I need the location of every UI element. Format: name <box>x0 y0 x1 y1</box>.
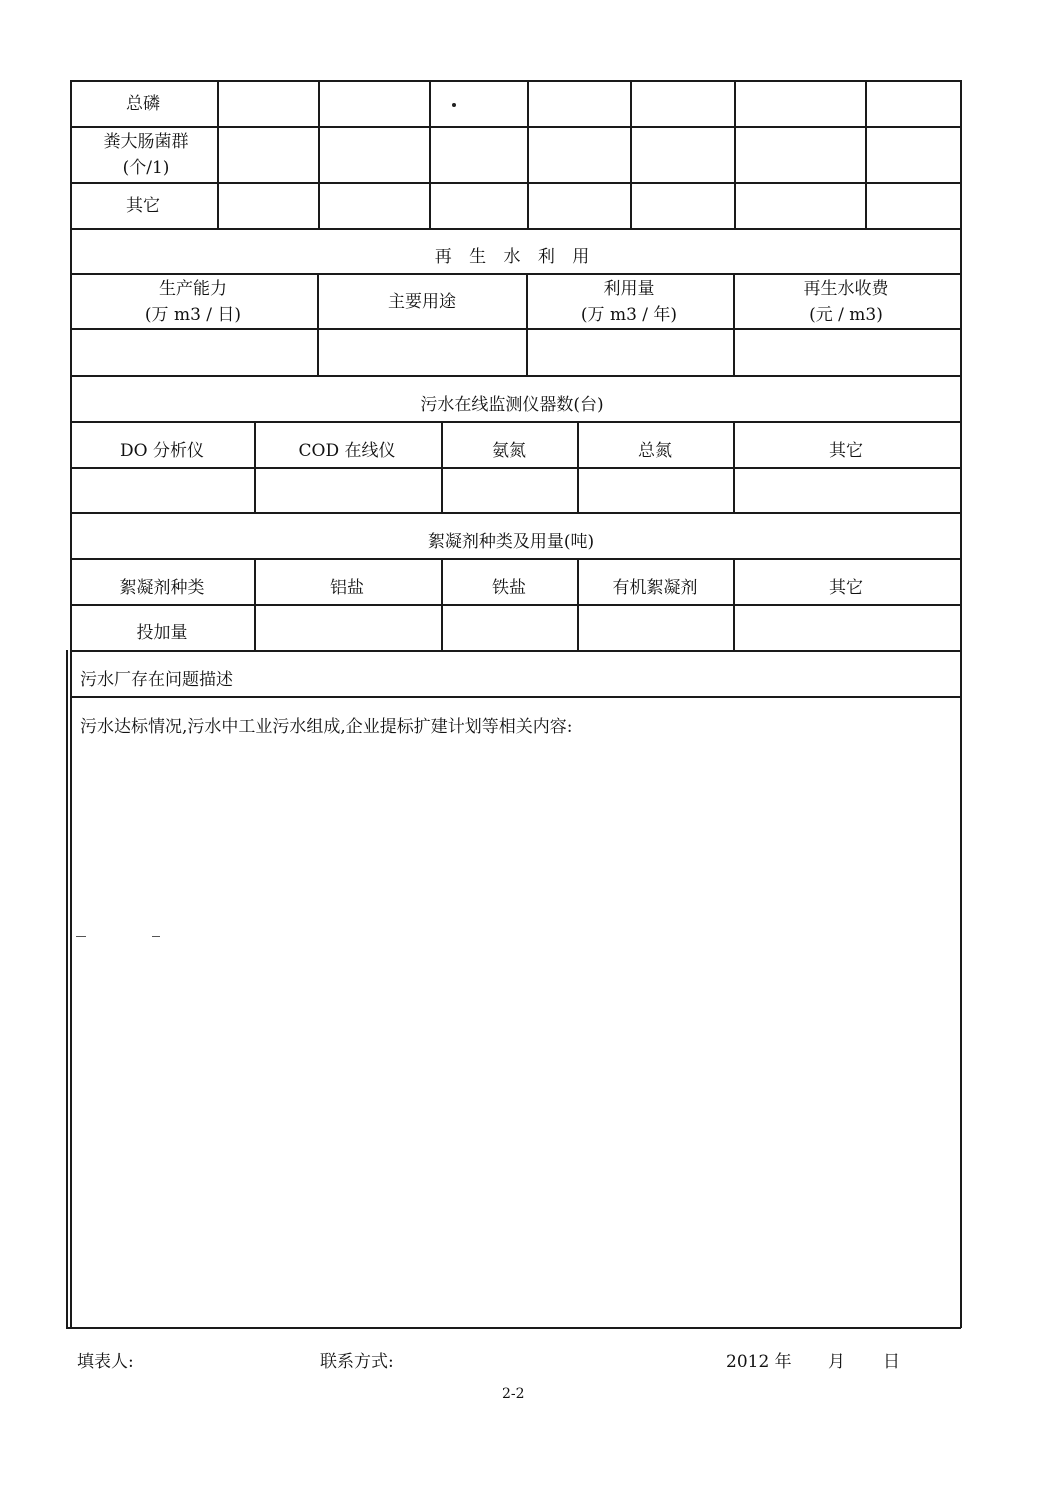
row-label-other: 其它 <box>126 196 160 216</box>
page-number: 2-2 <box>502 1386 525 1402</box>
section-title-problems: 污水厂存在问题描述 <box>80 670 233 690</box>
col-divider <box>734 80 736 228</box>
col-divider <box>577 558 579 650</box>
row-divider <box>70 182 961 184</box>
header-reclaimed-fee: 再生水收费 <box>803 279 889 299</box>
section-title-flocculant: 絮凝剂种类及用量(吨) <box>427 532 595 552</box>
section-title-reclaimed-water: 再 生 水 利 用 <box>434 247 596 267</box>
date-year: 2012 年 <box>726 1352 792 1372</box>
row-divider <box>70 558 961 560</box>
header-ammonia-nitrogen: 氨氮 <box>492 441 526 461</box>
row-label-fecal-coliform-unit: (个/1) <box>122 158 170 178</box>
contact-label: 联系方式: <box>320 1352 394 1372</box>
header-aluminum-salt: 铝盐 <box>330 578 364 598</box>
row-divider <box>70 512 961 514</box>
row-divider <box>70 421 961 423</box>
col-divider <box>254 558 256 650</box>
row-label-dosage: 投加量 <box>136 623 188 643</box>
col-divider <box>318 80 320 228</box>
frame-left-lower <box>66 650 68 1328</box>
scan-mark <box>76 936 86 937</box>
col-divider <box>733 421 735 512</box>
col-divider <box>630 80 632 228</box>
col-divider <box>733 558 735 650</box>
col-divider <box>733 273 735 375</box>
frame-right <box>960 80 962 1328</box>
header-main-use: 主要用途 <box>388 292 456 312</box>
col-divider <box>441 558 443 650</box>
row-divider <box>70 696 961 698</box>
row-divider <box>70 467 961 469</box>
scan-mark <box>152 936 160 937</box>
header-production-capacity: 生产能力 <box>159 279 227 299</box>
date-month: 月 <box>828 1352 845 1372</box>
row-label-fecal-coliform: 粪大肠菌群 <box>103 132 189 152</box>
row-label-total-phosphorus: 总磷 <box>126 94 160 114</box>
col-divider <box>526 273 528 375</box>
row-divider <box>70 328 961 330</box>
header-flocculant-type: 絮凝剂种类 <box>119 578 205 598</box>
header-other-instrument: 其它 <box>829 441 863 461</box>
row-divider <box>70 604 961 606</box>
col-divider <box>527 80 529 228</box>
frame-top <box>70 80 961 82</box>
problems-prompt: 污水达标情况,污水中工业污水组成,企业提标扩建计划等相关内容: <box>80 717 573 737</box>
col-divider <box>865 80 867 228</box>
frame-left <box>70 80 72 1328</box>
row-divider <box>70 650 961 652</box>
col-divider <box>254 421 256 512</box>
frame-bottom <box>66 1327 961 1329</box>
col-divider <box>441 421 443 512</box>
ink-dot <box>452 103 456 107</box>
header-iron-salt: 铁盐 <box>492 578 526 598</box>
col-divider <box>217 80 219 228</box>
row-divider <box>70 228 961 230</box>
header-utilization: 利用量 <box>603 279 655 299</box>
header-do-analyzer: DO 分析仪 <box>120 441 204 461</box>
col-divider <box>577 421 579 512</box>
section-title-online-monitoring: 污水在线监测仪器数(台) <box>420 395 604 415</box>
header-total-nitrogen: 总氮 <box>638 441 672 461</box>
header-cod-online: COD 在线仪 <box>298 441 396 461</box>
header-other-flocculant: 其它 <box>829 578 863 598</box>
header-utilization-unit: (万 m3 / 年) <box>580 305 678 325</box>
date-day: 日 <box>883 1352 900 1372</box>
col-divider <box>317 273 319 375</box>
header-production-capacity-unit: (万 m3 / 日) <box>144 305 242 325</box>
row-divider <box>70 126 961 128</box>
row-divider <box>70 273 961 275</box>
col-divider <box>429 80 431 228</box>
header-reclaimed-fee-unit: (元 / m3) <box>809 305 883 325</box>
row-divider <box>70 375 961 377</box>
header-organic-flocculant: 有机絮凝剂 <box>612 578 698 598</box>
filler-label: 填表人: <box>77 1352 134 1372</box>
